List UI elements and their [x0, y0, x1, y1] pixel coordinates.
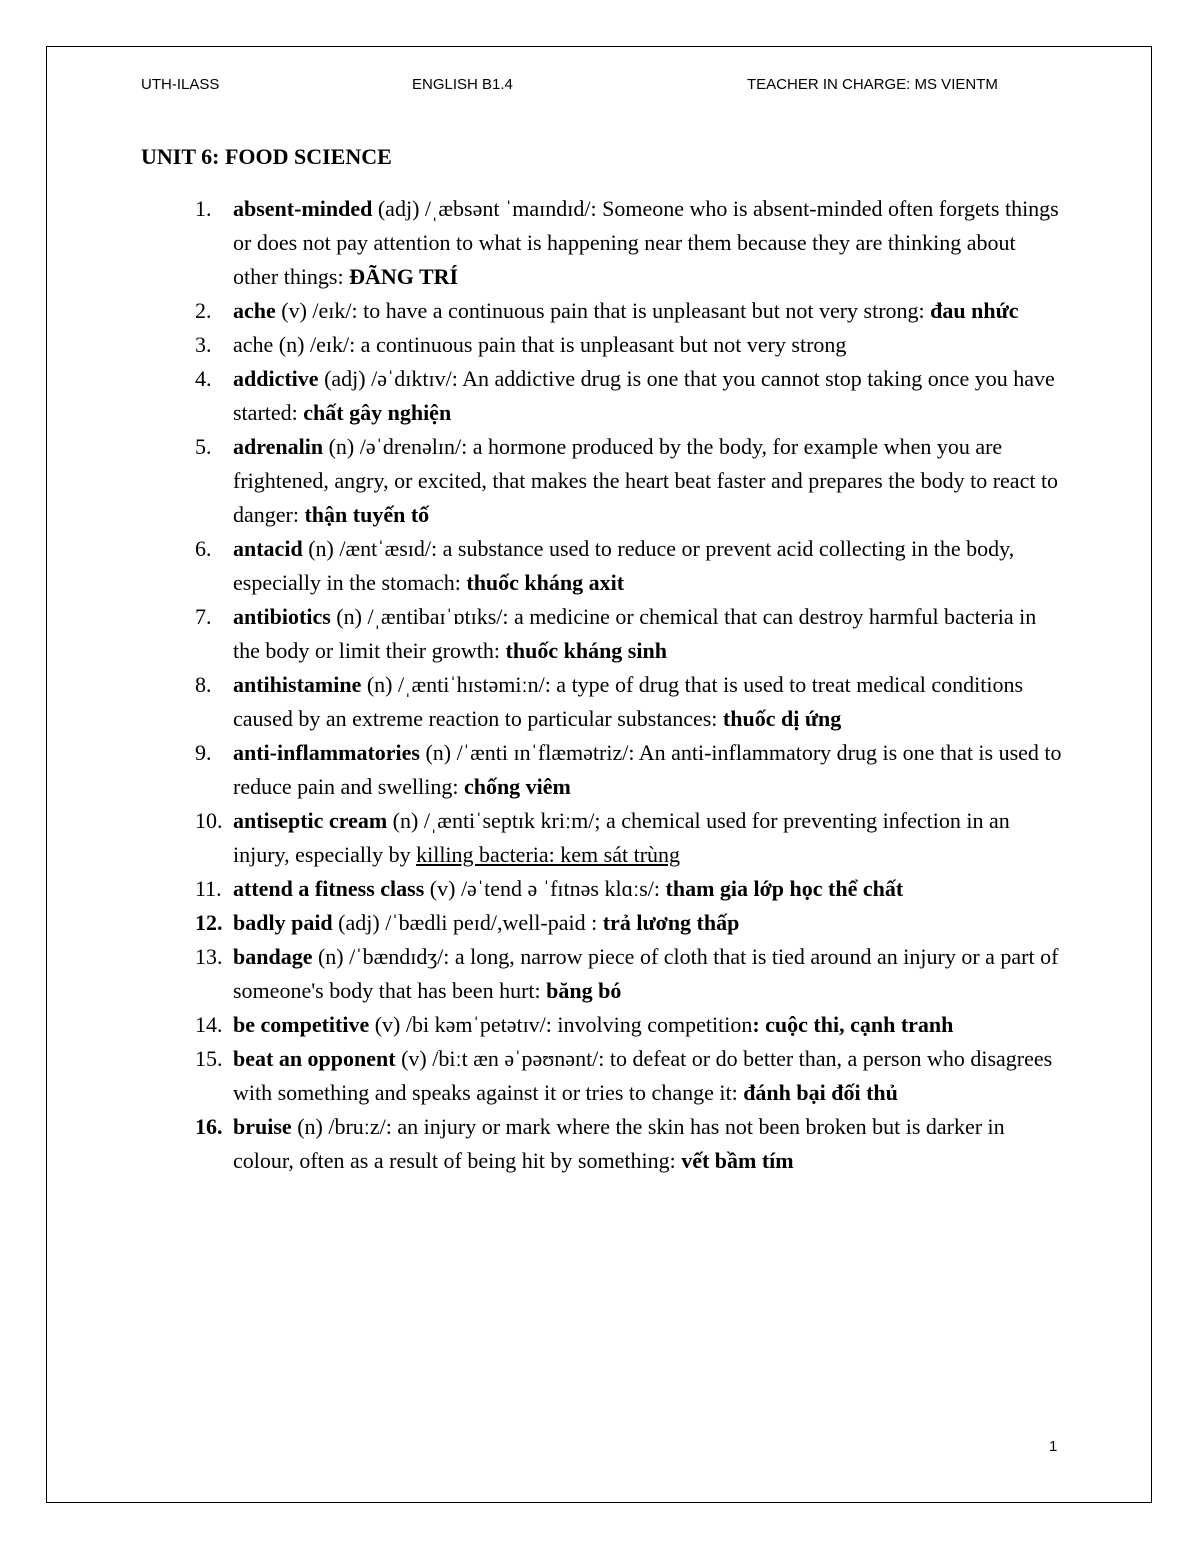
- entry-translation: tham gia lớp học thể chất: [665, 876, 904, 901]
- entry-translation: chất gây nghiện: [303, 400, 452, 425]
- entry-number: 15.: [195, 1046, 223, 1071]
- entry-number: 13.: [195, 944, 223, 969]
- entry-term: antibiotics: [233, 604, 331, 629]
- entry-term: addictive: [233, 366, 319, 391]
- entry-number: 10.: [195, 808, 223, 833]
- entry-definition: : a continuous pain that is unpleasant but not very strong: [349, 332, 847, 357]
- entry-definition: : Someone who is absent-minded often forgets things or does not pay attention to what is happening near them because they are thinking about other things:: [233, 196, 1059, 289]
- entry-number: 1.: [195, 196, 212, 221]
- entry-pronunciation: /bruːz/: [328, 1114, 386, 1139]
- entry-translation: trả lương thấp: [602, 910, 740, 935]
- entry-definition: : to have a continuous pain that is unpleasant but not very strong:: [351, 298, 931, 323]
- entry-definition: : a type of drug that is used to treat medical conditions caused by an extreme reaction to particular substances:: [233, 672, 1024, 731]
- entry-pronunciation: /ˌæntibaɪˈɒtɪks/: [367, 604, 503, 629]
- entry-pronunciation: /ˈænti ɪnˈflæmətriz/: [456, 740, 629, 765]
- entry-part-of-speech: (v): [395, 1046, 433, 1071]
- entry-part-of-speech: (adj): [372, 196, 425, 221]
- entry-translation: thuốc dị ứng: [722, 706, 842, 731]
- entry-pronunciation: /əˈtend ə ˈfɪtnəs klɑːs/: [460, 876, 654, 901]
- entry-part-of-speech: (adj): [332, 910, 386, 935]
- entry-term: antiseptic cream: [233, 808, 388, 833]
- vocab-entry: [0, 940, 1065, 1008]
- entry-pronunciation: /əˈdɪktɪv/: [371, 366, 452, 391]
- entry-pronunciation: /ˌæntiˈseptɪk kriːm/: [423, 808, 595, 833]
- page-number: 1: [1049, 1438, 1058, 1455]
- entry-term: adrenalin: [233, 434, 324, 459]
- entry-translation: băng bó: [546, 978, 622, 1003]
- page-header: [0, 76, 1200, 98]
- vocab-entry: [0, 736, 1065, 804]
- entry-number: 7.: [195, 604, 212, 629]
- entry-translation: đau nhức: [930, 298, 1019, 323]
- entry-part-of-speech: ache (n): [233, 332, 310, 357]
- entry-part-of-speech: (n): [361, 672, 399, 697]
- entry-term: absent-minded: [233, 196, 373, 221]
- entry-term: antihistamine: [233, 672, 362, 697]
- entry-pronunciation: /eɪk/: [312, 298, 352, 323]
- entry-term: be competitive: [233, 1012, 370, 1037]
- header-institution: UTH-ILASS: [141, 76, 220, 93]
- entry-term: bruise: [233, 1114, 292, 1139]
- vocab-entry: [0, 294, 1065, 328]
- entry-part-of-speech: (n): [323, 434, 360, 459]
- entry-definition: ; a chemical used for preventing infection in an injury, especially by: [233, 808, 1010, 867]
- entry-number: 5.: [195, 434, 212, 459]
- vocab-entry: [0, 804, 1065, 872]
- entry-pronunciation: /ˈbændɪdʒ/: [349, 944, 444, 969]
- entry-part-of-speech: (v): [369, 1012, 406, 1037]
- entry-definition: : a hormone produced by the body, for example when you are frightened, angry, or excited, that makes the heart beat faster and prepares the body to react to danger:: [233, 434, 1059, 527]
- entry-translation: : cuộc thi, cạnh tranh: [752, 1012, 954, 1037]
- entry-translation: thuốc kháng axit: [466, 570, 625, 595]
- entry-pronunciation: /ˌæntiˈhɪstəmiːn/: [398, 672, 545, 697]
- entry-number: 11.: [195, 876, 222, 901]
- vocab-entry: [0, 1008, 1065, 1042]
- entry-term: beat an opponent: [233, 1046, 396, 1071]
- entry-definition: : to defeat or do better than, a person who disagrees with something and speaks against it or tries to change it:: [233, 1046, 1053, 1105]
- entry-definition: : a medicine or chemical that can destroy harmful bacteria in the body or limit their growth:: [233, 604, 1037, 663]
- entry-term: badly paid: [233, 910, 333, 935]
- vocab-entry: [0, 668, 1065, 736]
- entry-part-of-speech: (n): [419, 740, 457, 765]
- entry-number: 9.: [195, 740, 212, 765]
- entry-translation: vết bầm tím: [681, 1148, 794, 1173]
- entry-pronunciation: /ˈbædli peɪd/: [385, 910, 498, 935]
- entry-part-of-speech: (n): [330, 604, 368, 629]
- entry-definition: : an injury or mark where the skin has not been broken but is darker in colour, often as a result of being hit by something:: [233, 1114, 1005, 1173]
- entry-definition: :: [653, 876, 666, 901]
- entry-number: 3.: [195, 332, 212, 357]
- entry-part-of-speech: (n): [387, 808, 424, 833]
- entry-number: 8.: [195, 672, 212, 697]
- entry-definition: : involving competition: [545, 1012, 753, 1037]
- entry-number: 12.: [195, 910, 223, 935]
- vocab-entry: [0, 430, 1065, 532]
- entry-translation: ĐÃNG TRÍ: [349, 264, 459, 289]
- vocab-entry: [0, 192, 1065, 294]
- entry-definition: : a substance used to reduce or prevent acid collecting in the body, especially in the stomach:: [233, 536, 1015, 595]
- entry-part-of-speech: (n): [291, 1114, 329, 1139]
- entry-pronunciation: /bi kəmˈpetətɪv/: [405, 1012, 546, 1037]
- entry-translation: thuốc kháng sinh: [505, 638, 667, 663]
- entry-part-of-speech: (n): [312, 944, 350, 969]
- entry-definition: : An addictive drug is one that you cannot stop taking once you have started:: [233, 366, 1055, 425]
- vocabulary-list: [0, 192, 1200, 1178]
- entry-definition: : a long, narrow piece of cloth that is tied around an injury or a part of someone's body that has been hurt:: [233, 944, 1059, 1003]
- entry-part-of-speech: (v): [275, 298, 313, 323]
- entry-translation: đánh bại đối thủ: [743, 1080, 898, 1105]
- entry-part-of-speech: (v): [424, 876, 461, 901]
- vocab-entry: [0, 872, 1065, 906]
- entry-part-of-speech: (n): [302, 536, 340, 561]
- entry-number: 14.: [195, 1012, 223, 1037]
- entry-translation: thận tuyến tố: [304, 502, 430, 527]
- header-course: ENGLISH B1.4: [412, 76, 513, 93]
- vocab-entry: [0, 532, 1065, 600]
- entry-term: bandage: [233, 944, 313, 969]
- entry-number: 4.: [195, 366, 212, 391]
- entry-term: anti-inflammatories: [233, 740, 420, 765]
- entry-pronunciation: /æntˈæsɪd/: [339, 536, 432, 561]
- vocab-entry: [0, 362, 1065, 430]
- entry-term: antacid: [233, 536, 303, 561]
- entry-pronunciation: /eɪk/: [309, 332, 350, 357]
- vocab-entry: [0, 600, 1065, 668]
- entry-number: 6.: [195, 536, 212, 561]
- entry-term: ache: [233, 298, 276, 323]
- entry-definition: ,well-paid :: [497, 910, 603, 935]
- unit-title: UNIT 6: FOOD SCIENCE: [141, 144, 392, 169]
- entry-number: 16.: [195, 1114, 223, 1139]
- vocab-entry: [0, 1110, 1065, 1178]
- vocab-entry: [0, 328, 1065, 362]
- header-teacher: TEACHER IN CHARGE: MS VIENTM: [747, 76, 998, 93]
- entry-underlined-text: killing bacteria: kem sát trùng: [416, 842, 681, 867]
- entry-part-of-speech: (adj): [318, 366, 372, 391]
- entry-translation: chống viêm: [463, 774, 571, 799]
- vocab-entry: [0, 906, 1065, 940]
- entry-pronunciation: /əˈdrenəlɪn/: [359, 434, 462, 459]
- entry-term: attend a fitness class: [233, 876, 425, 901]
- entry-pronunciation: /ˌæbsənt ˈmaɪndɪd/: [424, 196, 591, 221]
- entry-number: 2.: [195, 298, 212, 323]
- entry-definition: : An anti-inflammatory drug is one that is used to reduce pain and swelling:: [233, 740, 1062, 799]
- entry-pronunciation: /biːt æn əˈpəʊnənt/: [432, 1046, 599, 1071]
- vocab-entry: [0, 1042, 1065, 1110]
